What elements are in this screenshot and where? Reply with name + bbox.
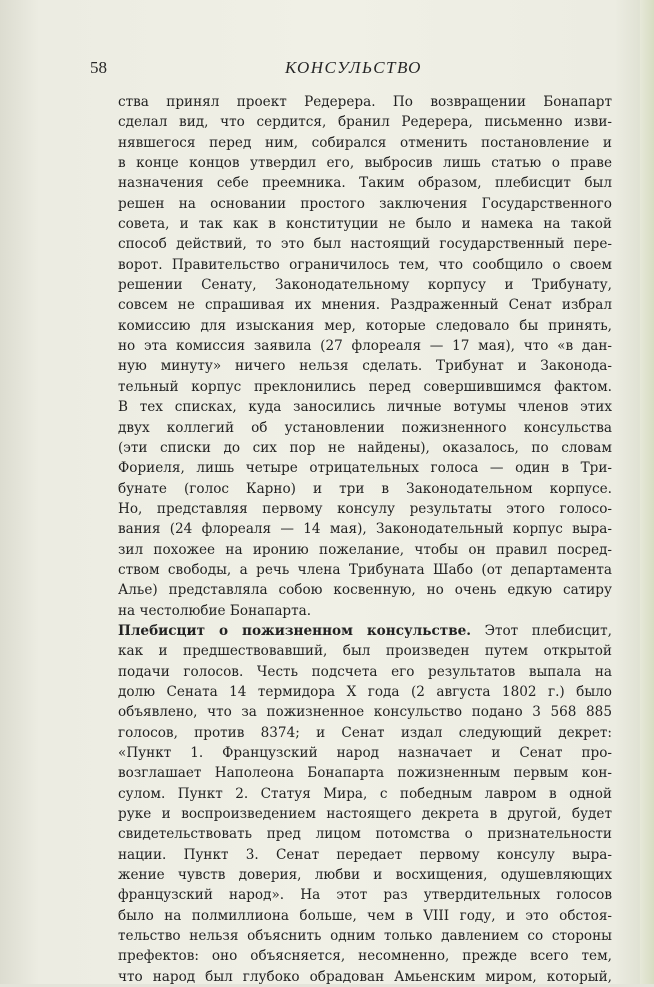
text-line: совсем не спрашивая их мнения. Раздраженный Сенат избрал [118,297,612,314]
text-line: но эта комиссия заявила (27 флореаля — 17 мая), что «в дан- [118,338,612,355]
text-line: Но, представляя первому консулу результаты этого голосо- [118,500,612,517]
text-line: руке и воспроизведением настоящего декрета в другой, будет [118,806,612,823]
text-line: бунате (голос Карно) и три в Законодательном корпусе. [118,480,612,497]
text-line: Алье) представляла собою косвенную, но очень едкую сатиру [118,582,612,599]
text-line: способ действий, то это был настоящий государственный пере- [118,236,612,253]
paragraph-2-first-line [118,621,612,641]
text-line: зил похожее на иронию пожелание, чтобы он правил посред- [118,541,612,558]
text-line: было на полмиллиона больше, чем в VIII году, и это обстоя- [118,907,612,924]
body-text [118,92,612,987]
text-line: тельный корпус преклонились перед совершившимся фактом. [118,378,612,395]
text-line: ства принял проект Редерера. По возвращении Бонапарт [118,94,612,110]
text-line: в конце концов утвердил его, выбросив лишь статью о праве [118,155,612,172]
text-line: сделал вид, что сердится, бранил Редерера, письменно изви- [118,114,612,131]
text-line: совета, и так как в конституции не было и намека на такой [118,216,612,233]
text-line: решении Сенату, Законодательному корпусу и Трибунату, [118,277,612,294]
text-line: (эти списки до сих пор не найдены), оказалось, по словам [118,439,612,456]
text-line: что народ был глубоко обрадован Амьенским миром, который, [118,968,612,985]
paragraph-2 [118,621,612,987]
paragraph-1 [118,92,612,621]
text-line: жение чувств доверия, любви и восхищения, одушевляющих [118,867,612,884]
text-line: ную минуту» ничего нельзя сделать. Трибунат и Законода- [118,358,612,375]
text-line: ством свободы, а речь члена Трибуната Шабо (от департамента [118,561,612,578]
text-line: комиссию для изыскания мер, которые следовало бы принять, [118,317,612,334]
text-line: как и предшествовавший, был произведен путем открытой [118,643,612,660]
running-title: КОНСУЛЬСТВО [285,58,422,77]
text-line: подачи голосов. Честь подсчета его результатов выпала на [118,663,612,680]
text-line: В тех списках, куда заносились личные вотумы членов этих [118,399,612,416]
text-line: назначения себе преемника. Таким образом, плебисцит был [118,175,612,192]
text-line: префектов: оно объясняется, несомненно, прежде всего тем, [118,948,612,965]
text-line: решен на основании простого заключения Государственного [118,195,612,212]
text-line: объявлено, что за пожизненное консульство подано 3 568 885 [118,704,612,721]
text-line: на честолюбие Бонапарта. [118,602,312,619]
page-header [90,58,560,82]
section-heading: Плебисцит о пожизненном консульстве. [118,622,472,639]
text-line: нявшегося перед ним, собирался отменить постановление и [118,134,612,151]
text-line: двух коллегий об установлении пожизненного консульства [118,419,612,436]
text-line: свидетельствовать пред лицом потомства о признательности [118,826,612,843]
text-line: сулом. Пункт 2. Статуя Мира, с победным лавром в одной [118,785,612,802]
page-number: 58 [90,58,107,77]
text-line: «Пункт 1. Французский народ назначает и Сенат про- [118,745,612,761]
text-line: вания (24 флореаля — 14 мая), Законодательный корпус выра- [118,521,612,538]
page-edge [640,0,654,984]
text-line: Фориеля, лишь четыре отрицательных голоса — один в Три- [118,460,612,477]
text-line: французский народ». На этот раз утвердительных голосов [118,887,612,904]
text-line: нации. Пункт 3. Сенат передает первому консулу выра- [118,846,612,863]
text-line: тельство нельзя объяснить одним только давлением со стороны [118,928,612,945]
text-line: долю Сената 14 термидора X года (2 августа 1802 г.) было [118,683,612,700]
text-line: ворот. Правительство ограничилось тем, что сообщило о своем [118,256,612,273]
heading-line-text: Этот плебисцит, [471,622,612,639]
text-line: голосов, против 8374; и Сенат издал следующий декрет: [118,724,612,741]
text-line: возглашает Наполеона Бонапарта пожизненным первым кон- [118,765,612,782]
